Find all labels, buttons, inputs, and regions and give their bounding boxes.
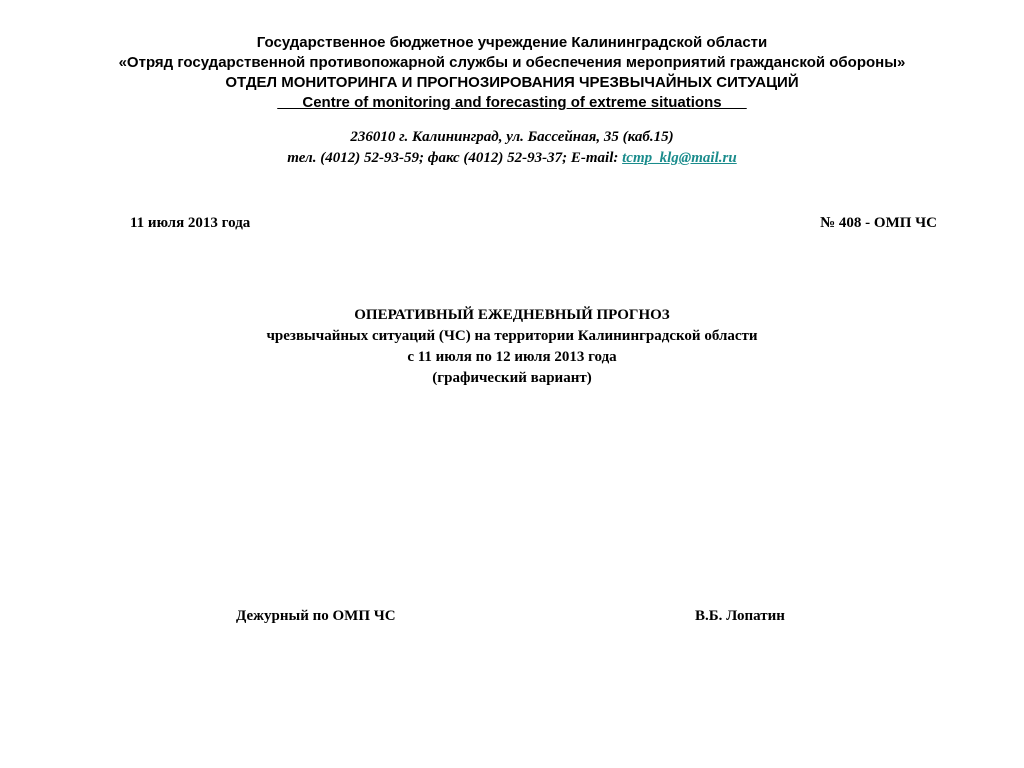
department-name: ОТДЕЛ МОНИТОРИНГА И ПРОГНОЗИРОВАНИЯ ЧРЕЗВЫЧАЙНЫХ СИТУАЦИЙ — [225, 74, 799, 91]
document-number: № 408 - ОМП ЧС — [820, 215, 937, 231]
organization-header — [0, 33, 1024, 113]
title-subject: чрезвычайных ситуаций (ЧС) на территории Калининградской области — [266, 328, 758, 344]
postal-address: 236010 г. Калининград, ул. Бассейная, 35 (каб.15) — [350, 129, 674, 145]
document-date: 11 июля 2013 года — [130, 215, 251, 231]
title-period: с 11 июля по 12 июля 2013 года — [407, 349, 617, 365]
phone-fax-text: тел. (4012) 52-93-59; факс (4012) 52-93-37; E-mail: — [287, 150, 623, 166]
email-link[interactable]: tcmp_klg@mail.ru — [622, 150, 737, 166]
title-main: ОПЕРАТИВНЫЙ ЕЖЕДНЕВНЫЙ ПРОГНОЗ — [354, 307, 670, 323]
signer-name: В.Б. Лопатин — [695, 608, 785, 624]
contact-block — [0, 127, 1024, 169]
document-title — [0, 305, 1024, 389]
title-variant: (графический вариант) — [432, 370, 592, 386]
signer-role: Дежурный по ОМП ЧС — [236, 608, 396, 624]
organization-full-name: «Отряд государственной противопожарной службы и обеспечения мероприятий гражданской обороны» — [118, 54, 906, 71]
organization-name: Государственное бюджетное учреждение Калининградской области — [256, 34, 768, 51]
department-name-english: ___Centre of monitoring and forecasting of extreme situations___ — [277, 94, 747, 111]
contact-line — [0, 148, 1024, 169]
